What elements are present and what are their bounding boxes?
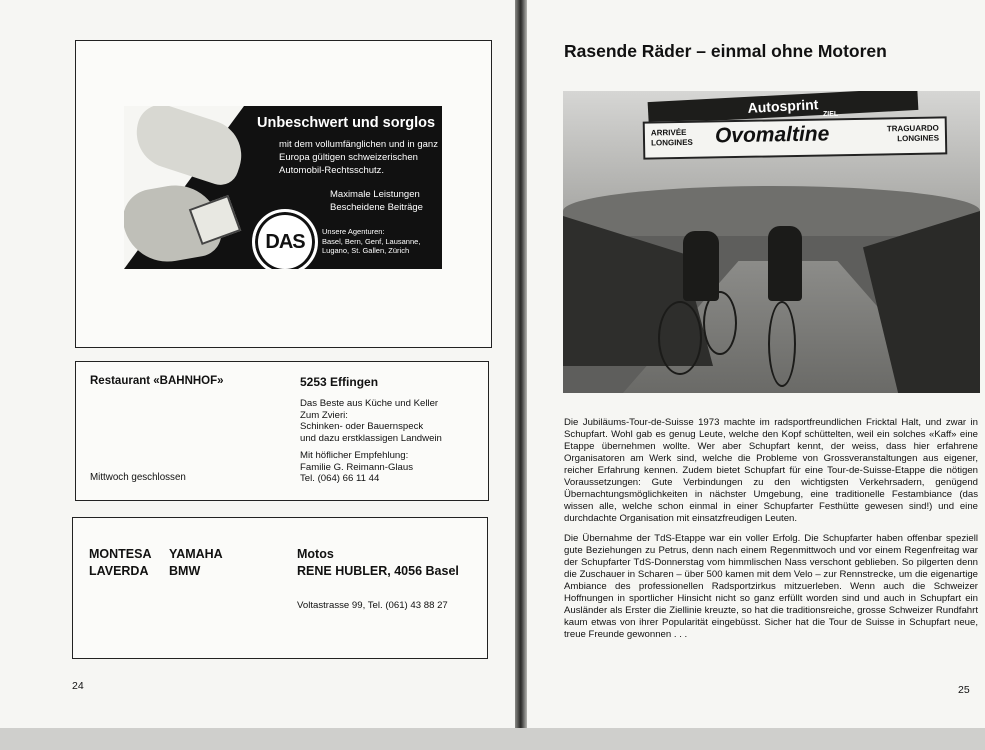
dealer-address: Voltastrasse 99, Tel. (061) 43 88 27: [297, 600, 448, 611]
das-logo: DAS: [252, 209, 318, 269]
book-gutter: [515, 0, 527, 735]
restaurant-name: Restaurant «BAHNHOF»: [90, 375, 224, 387]
restaurant-recommendation: Mit höflicher Empfehlung: Familie G. Reimann-Glaus Tel. (064) 66 11 44: [300, 450, 414, 484]
das-performance-text: Maximale Leistungen Bescheidene Beiträge: [330, 189, 423, 213]
restaurant-location: 5253 Effingen: [300, 375, 379, 389]
scan-bottom-edge: [0, 728, 985, 750]
cyclist-right: [768, 226, 802, 301]
das-advertisement: [75, 40, 492, 348]
brand-bmw: BMW: [169, 564, 201, 578]
brand-yamaha: YAMAHA: [169, 547, 223, 561]
motos-heading: Motos: [297, 547, 334, 561]
article-paragraph: Die Jubiläums-Tour-de-Suisse 1973 machte im radsportfreundlichen Fricktal Halt, und zwar in Schupfart. Wohl gab es genug Leute, welche den Kopf schüttelten, weil ein solches «Kaff» eine Etappe übernehmen wollte. Wer aber Schupfart kennt, der weiss, dass hier erfahrene Organisatoren am Werk sind, welche die Probleme von Grossveranstaltungen aus eigener, reicher Erfahrung kennen. Zudem bietet Schupfart für eine Tour-de-Suisse-Etappe die nötigen Voraussetzungen: Gute Verbindungen zu den wichtigsten Verkehrsadern, genügend Übernachtungsmöglichkeiten in nächster Umgebung, eine traditionelle Festambiance (das wissen alle, welche schon einmal in einer Schupfarter Festhütte gewesen sind!) und eine durchdachte Organisation mit einsatzfreudigen Leuten.: [564, 417, 978, 524]
page-number-left: 24: [72, 680, 84, 692]
das-body-text: mit dem vollumfänglichen und in ganz Europa gültigen schweizerischen Automobil-Rechtsschutz.: [279, 139, 438, 176]
cyclist-right-wheel: [768, 301, 796, 387]
brand-laverda: LAVERDA: [89, 564, 149, 578]
article-title: Rasende Räder – einmal ohne Motoren: [564, 41, 887, 61]
restaurant-description: Das Beste aus Küche und Keller Zum Zvieri: Schinken- oder Bauernspeck und dazu erstklassigen Landwein: [300, 398, 442, 444]
finish-banner-main: [643, 116, 948, 159]
article-paragraph: Die Übernahme der TdS-Etappe war ein voller Erfolg. Die Schupfarter haben offenbar speziell gute Beziehungen zu Petrus, denn nach einem Regenmittwoch und vor einem Regenfreitag war der Schupfarter TdS-Donnerstag vom himmlischen Nass verschont geblieben. So pilgerten denn die Zuschauer in Scharen – über 500 kamen mit dem Velo – zur Rennstrecke, um die eigenartige Ambiance des professionellen Radsportzirkus mitzuerleben. Wenn auch die Schweizer Hoffnungen in sportlicher Hinsicht nicht so ganz erfüllt worden sind und auch in Schupfart ein Ausländer als Erster die Ziellinie kreuzte, so hat die traditionsreiche, grosse Schweizer Rundfahrt kaum etwas von ihrer Popularität eingebüsst. Sicher hat die Tour de Suisse in Schupfart neue, treue Freunde gewonnen . . .: [564, 533, 978, 640]
das-headline: Unbeschwert und sorglos: [257, 115, 436, 131]
banner-main-word: Ovomaltine: [714, 122, 830, 148]
banner-right-label: TRAGUARDO LONGINES: [886, 123, 940, 144]
finish-banner-top: Autosprint: [648, 91, 919, 124]
banner-ziel-label: ZIEL: [823, 111, 839, 118]
cyclist-left-wheel: [658, 301, 702, 375]
cyclist-left-wheel-front: [703, 291, 737, 355]
page-number-right: 25: [958, 684, 970, 696]
das-agencies: Unsere Agenturen: Basel, Bern, Genf, Lausanne, Lugano, St. Gallen, Zürich: [322, 227, 421, 255]
closed-day: Mittwoch geschlossen: [90, 472, 186, 483]
brand-montesa: MONTESA: [89, 547, 152, 561]
cyclist-left: [683, 231, 719, 301]
dealer-name: RENE HUBLER, 4056 Basel: [297, 564, 459, 578]
motos-advertisement: [72, 517, 488, 659]
das-banner: [124, 106, 442, 269]
banner-left-label: ARRIVÉE LONGINES: [650, 127, 693, 148]
article-body: [564, 417, 978, 649]
restaurant-bahnhof-advertisement: [75, 361, 489, 501]
race-finish-photo: [563, 91, 980, 393]
